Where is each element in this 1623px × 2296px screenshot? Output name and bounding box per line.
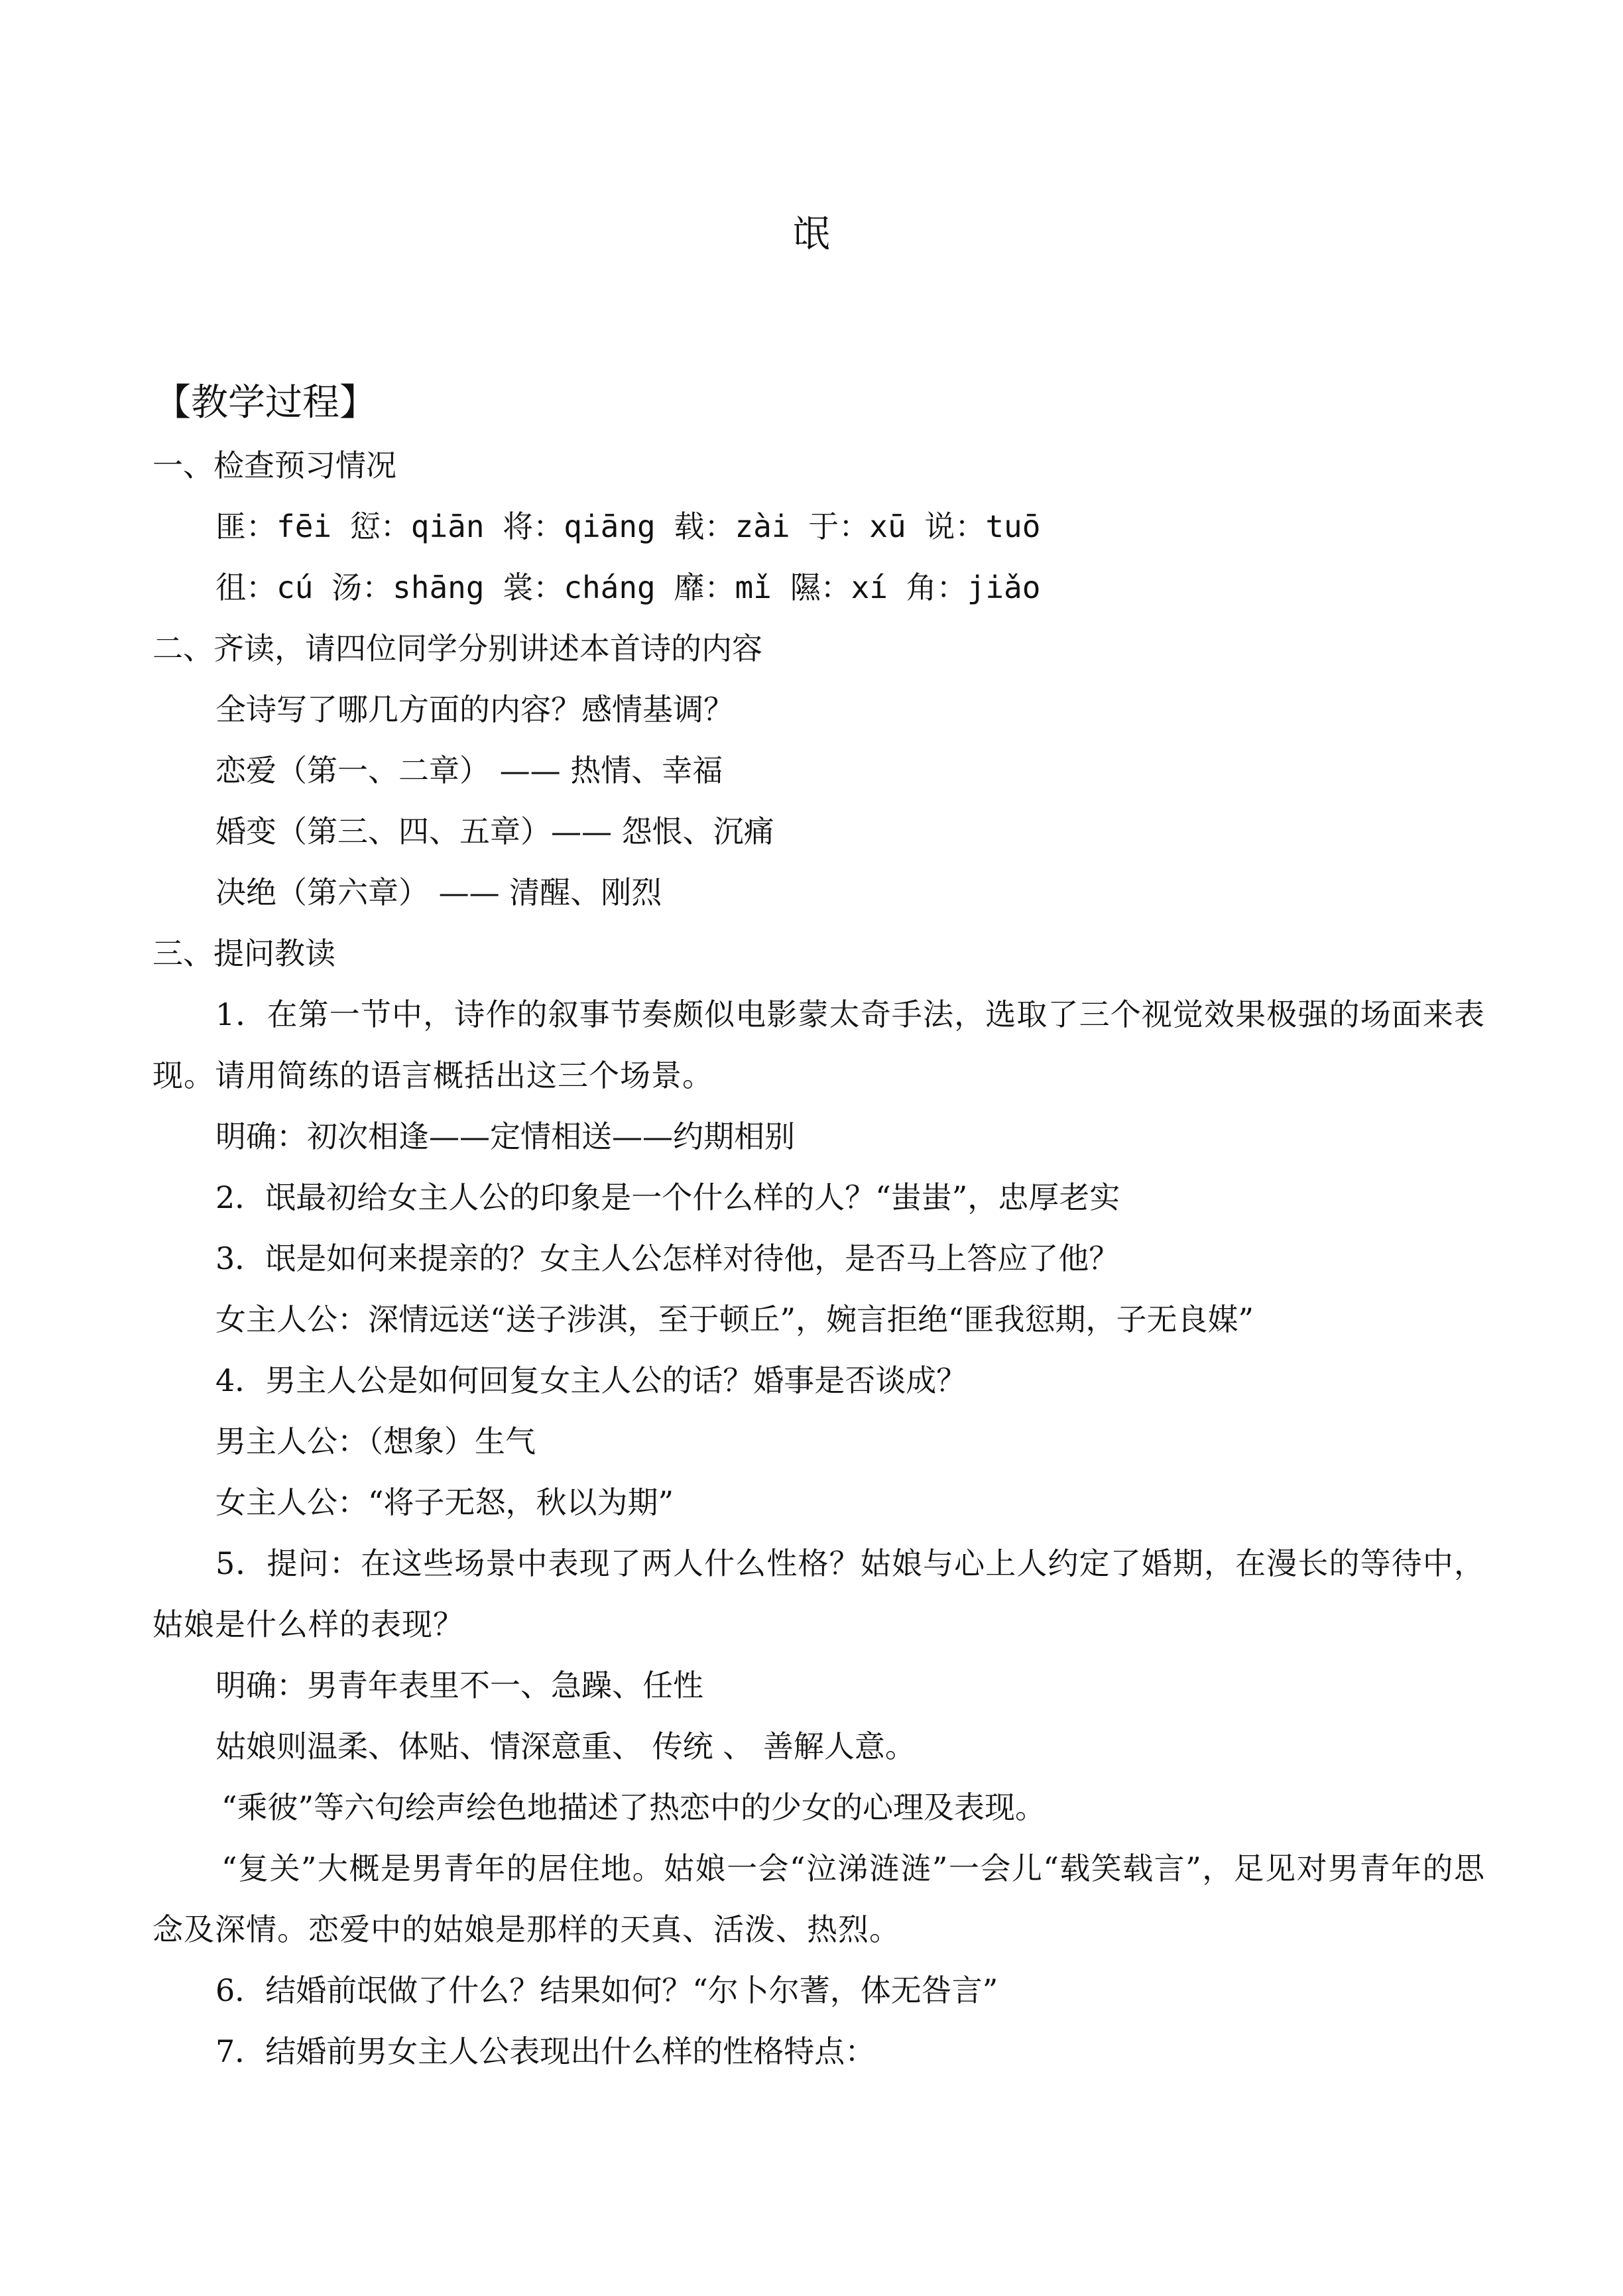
pinyin-char: 说：	[924, 509, 986, 544]
pinyin-char: 载：	[674, 509, 735, 544]
pinyin-char: 裳：	[503, 570, 564, 605]
pinyin-reading: qiāng	[564, 509, 656, 544]
part2-item: 决绝（第六章） —— 清醒、刚烈	[215, 875, 662, 910]
pinyin-reading: zài	[735, 509, 790, 544]
pinyin-reading: xí	[851, 570, 888, 605]
pinyin-reading: jiǎo	[967, 570, 1041, 605]
answer-5-male: 明确：男青年表里不一、急躁、任性	[215, 1667, 703, 1703]
pinyin-reading: tuō	[985, 509, 1041, 544]
question-4: 4．男主人公是如何回复女主人公的话？婚事是否谈成？	[215, 1362, 967, 1398]
part3-heading: 三、提问教读	[152, 936, 335, 971]
part2-item: 恋爱（第一、二章） —— 热情、幸福	[215, 753, 723, 788]
pinyin-char: 靡：	[674, 570, 735, 605]
pinyin-char: 角：	[906, 570, 967, 605]
question-1: 1．在第一节中，诗作的叙事节奏颇似电影蒙太奇手法，选取了三个视觉效果极强的场面来表现。请用简练的语言概括出这三个场景。	[152, 997, 1485, 1093]
part1-heading: 一、检查预习情况	[152, 448, 396, 483]
answer-1: 明确：初次相逢——定情相送——约期相别	[215, 1118, 795, 1154]
answer-4-female: 女主人公：“将子无怒，秋以为期”	[215, 1484, 674, 1520]
question-6: 6．结婚前氓做了什么？结果如何？“尔卜尔蓍，体无咎言”	[215, 1972, 998, 2008]
answer-4-male: 男主人公：（想象）生气	[215, 1423, 536, 1459]
pinyin-reading: shāng	[392, 570, 485, 605]
pinyin-reading: cháng	[564, 570, 656, 605]
part2-question: 全诗写了哪几方面的内容？感情基调？	[215, 692, 734, 727]
section-heading: 【教学过程】	[154, 381, 377, 424]
pinyin-reading: fēi	[276, 509, 332, 544]
pinyin-char: 汤：	[331, 570, 393, 605]
pinyin-row-2	[152, 557, 1485, 618]
question-2: 2．氓最初给女主人公的印象是一个什么样的人？“蚩蚩”，忠厚老实	[215, 1179, 1120, 1215]
answer-5-female: 姑娘则温柔、体贴、情深意重、 传统 、 善解人意。	[215, 1728, 916, 1764]
pinyin-char: 徂：	[215, 570, 276, 605]
pinyin-char: 将：	[503, 509, 564, 544]
part2-item: 婚变（第三、四、五章）—— 怨恨、沉痛	[215, 814, 774, 849]
pinyin-char: 愆：	[349, 509, 411, 544]
pinyin-row-1	[152, 496, 1485, 557]
question-3: 3．氓是如何来提亲的？女主人公怎样对待他，是否马上答应了他？	[215, 1240, 1120, 1276]
answer-3: 女主人公：深情远送“送子涉淇，至于顿丘”，婉言拒绝“匪我愆期，子无良媒”	[215, 1301, 1254, 1337]
answer-5-note-1: “乘彼”等六句绘声绘色地描述了热恋中的少女的心理及表现。	[221, 1789, 1046, 1825]
answer-5-note-2: “复关”大概是男青年的居住地。姑娘一会“泣涕涟涟”一会儿“载笑载言”，足见对男青年的思念及深情。恋爱中的姑娘是那样的天真、活泼、热烈。	[152, 1850, 1485, 1947]
pinyin-reading: qiān	[410, 509, 485, 544]
pinyin-char: 隰：	[790, 570, 851, 605]
pinyin-char: 匪：	[215, 509, 276, 544]
part2-heading: 二、齐读，请四位同学分别讲述本首诗的内容	[152, 631, 762, 666]
page-title: 氓	[793, 213, 830, 256]
question-5: 5．提问：在这些场景中表现了两人什么性格？姑娘与心上人约定了婚期，在漫长的等待中，姑娘是什么样的表现？	[152, 1545, 1485, 1642]
pinyin-reading: cú	[276, 570, 314, 605]
pinyin-reading: mǐ	[735, 570, 772, 605]
pinyin-char: 于：	[808, 509, 870, 544]
question-7: 7．结婚前男女主人公表现出什么样的性格特点：	[215, 2033, 876, 2069]
document-body	[152, 377, 1485, 2082]
pinyin-reading: xū	[869, 509, 906, 544]
